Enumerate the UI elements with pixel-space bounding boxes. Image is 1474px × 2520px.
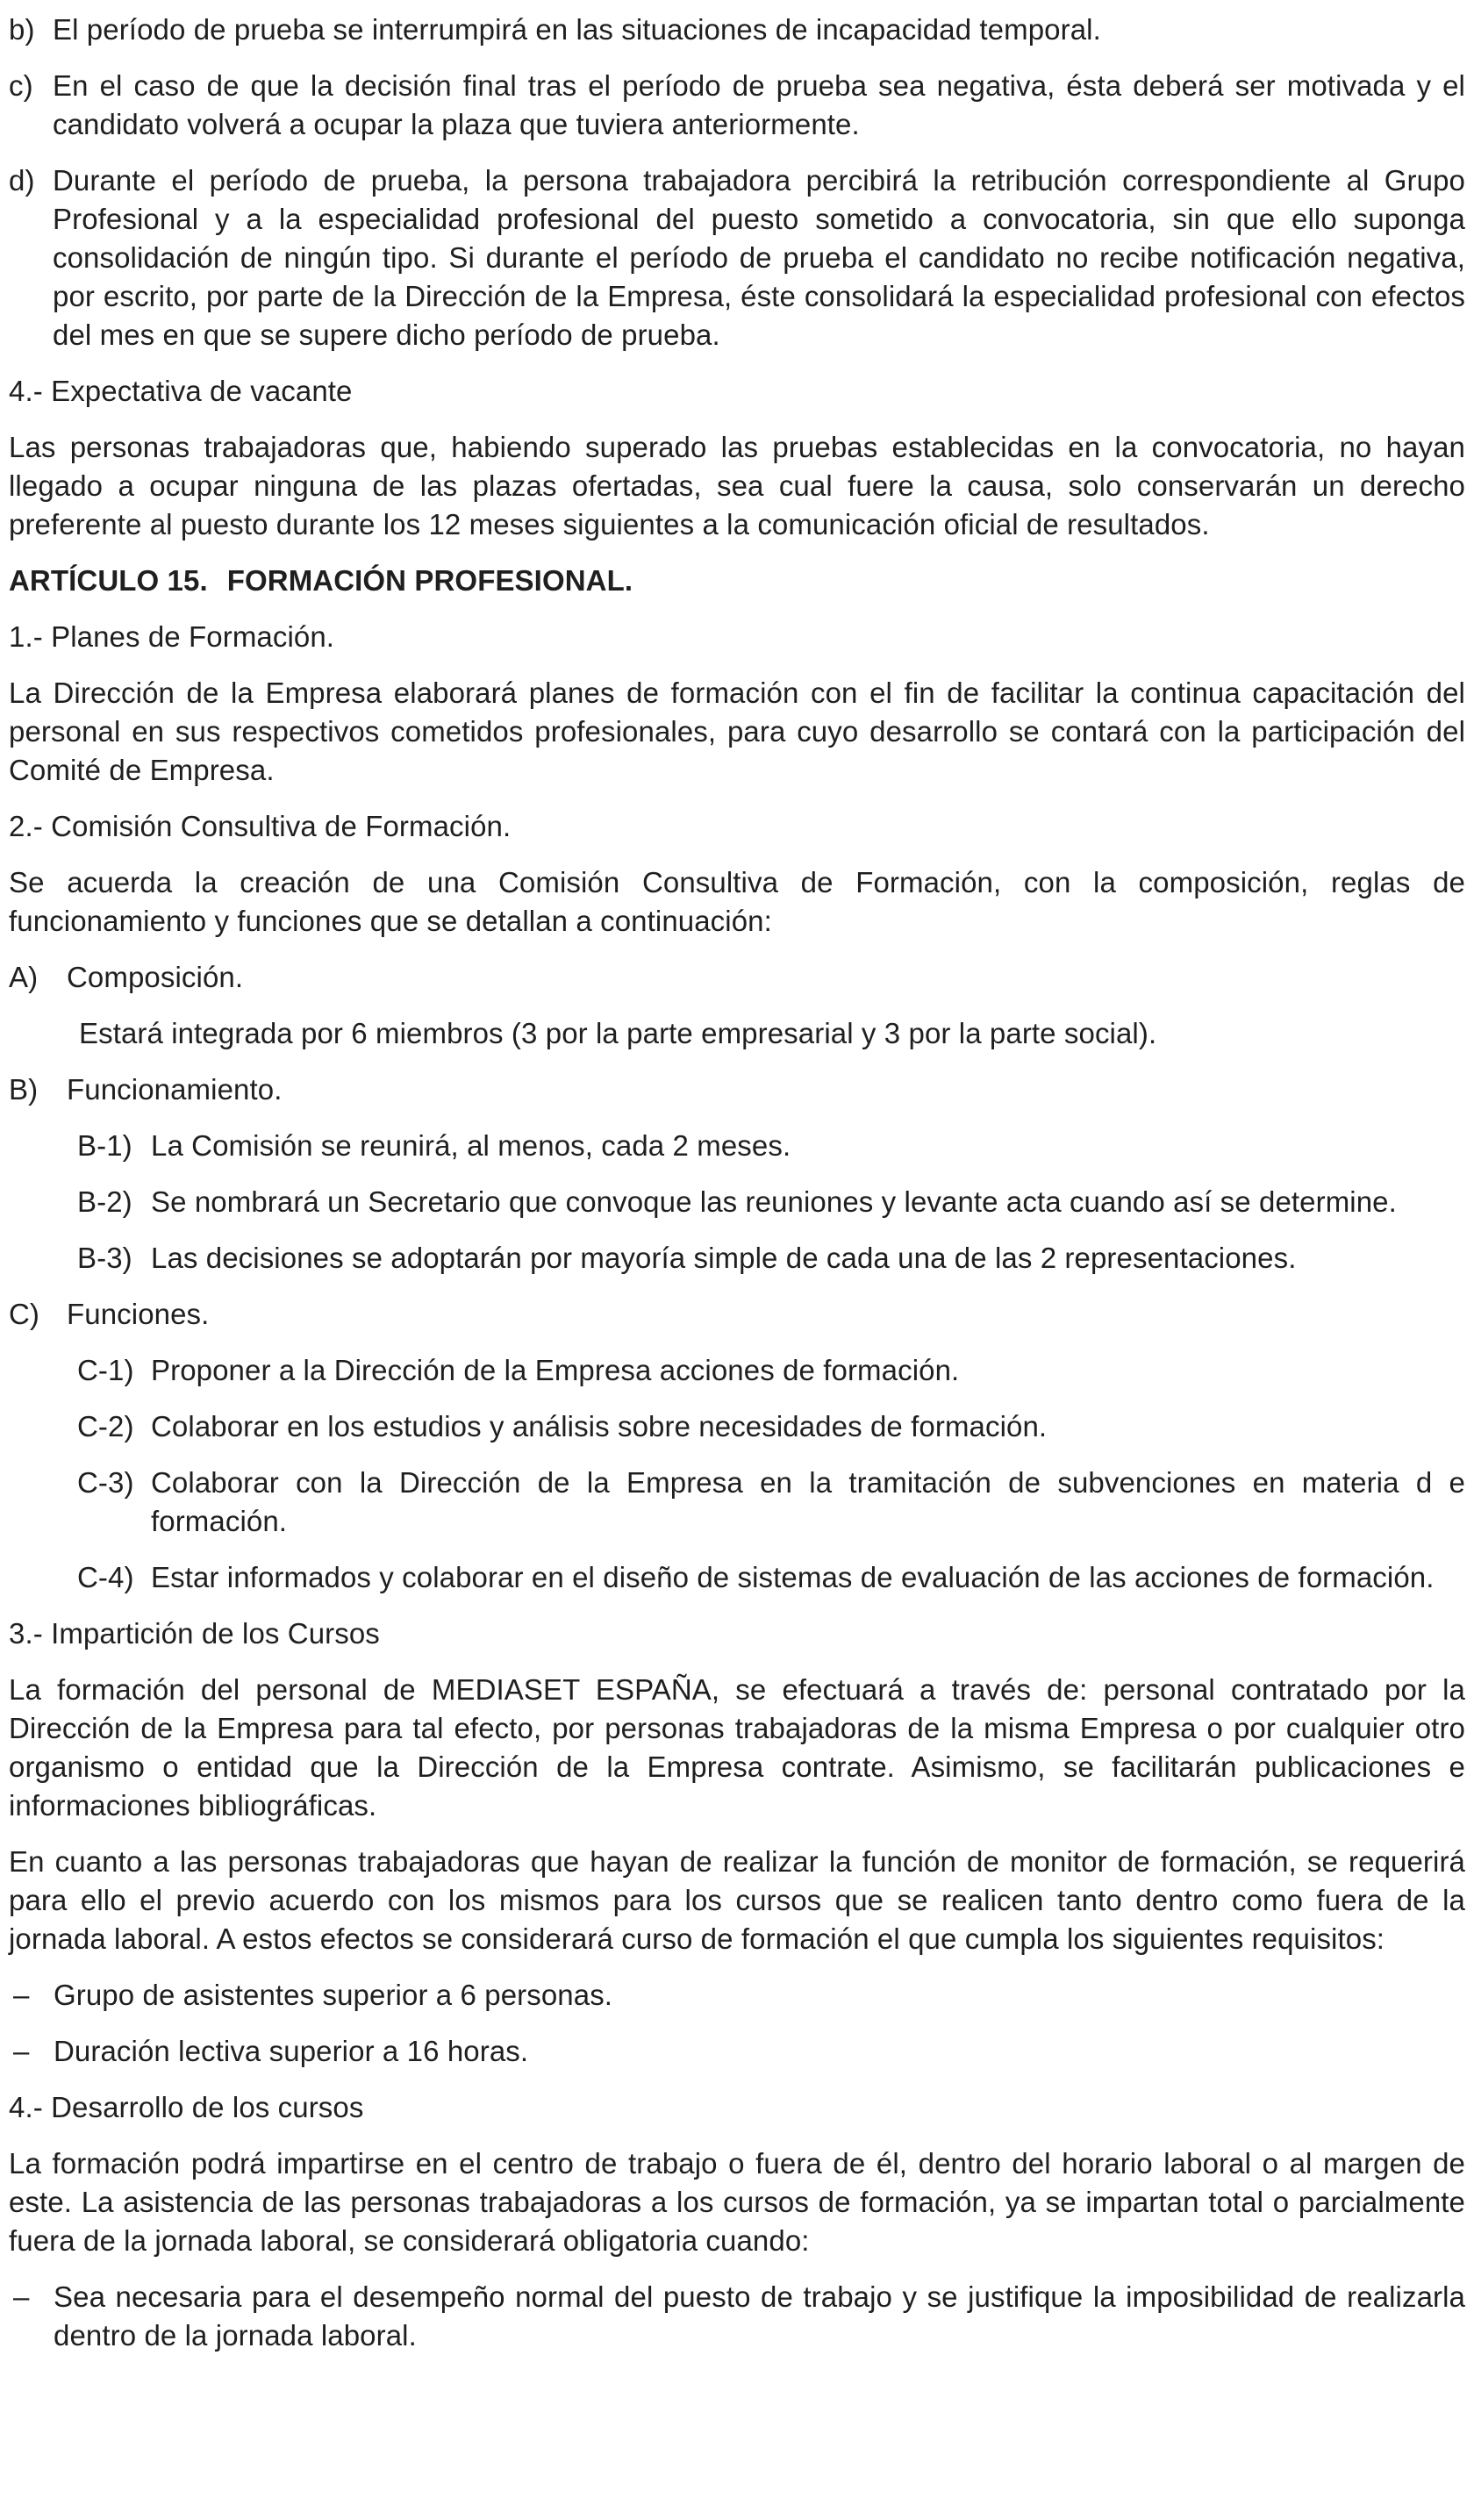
sub-item-text: Proponer a la Dirección de la Empresa acciones de formación.	[151, 1354, 960, 1386]
dash-item-label: –	[13, 2280, 30, 2313]
letter-item-label: c)	[9, 69, 33, 102]
letter-item	[9, 11, 1465, 49]
letter-item	[9, 67, 1465, 144]
sub-item-label: C-1)	[77, 1354, 134, 1386]
sub-item	[77, 1464, 1465, 1541]
paragraph: La Dirección de la Empresa elaborará planes de formación con el fin de facilitar la continua capacitación del personal en sus respectivos cometidos profesionales, para cuyo desarrollo se contará con la participación del Comité de Empresa.	[9, 677, 1465, 786]
letter-item-text: El período de prueba se interrumpirá en las situaciones de incapacidad temporal.	[53, 13, 1101, 46]
numbered-heading: 1.- Planes de Formación.	[9, 620, 335, 653]
numbered-heading: 4.- Expectativa de vacante	[9, 375, 353, 407]
dash-item-text: Sea necesaria para el desempeño normal del puesto de trabajo y se justifique la imposibilidad de realizarla dentro de la jornada laboral.	[54, 2280, 1465, 2352]
paragraph: La formación podrá impartirse en el centro de trabajo o fuera de él, dentro del horario laboral o al margen de este. La asistencia de las personas trabajadoras a los cursos de formación, ya se impartan total o parcialmente fuera de la jornada laboral, se considerará obligatoria cuando:	[9, 2147, 1465, 2257]
sub-item	[77, 1407, 1465, 1446]
document-body	[9, 11, 1465, 2355]
alpha-item	[9, 958, 1465, 997]
sub-item-label: C-2)	[77, 1410, 134, 1443]
sub-item-text: Colaborar en los estudios y análisis sobre necesidades de formación.	[151, 1410, 1048, 1443]
alpha-item-text: Composición.	[67, 961, 244, 993]
paragraph: Las personas trabajadoras que, habiendo superado las pruebas establecidas en la convocatoria, no hayan llegado a ocupar ninguna de las plazas ofertadas, sea cual fuere la causa, solo conservarán un derecho preferente al puesto durante los 12 meses siguientes a la comunicación oficial de resultados.	[9, 431, 1465, 541]
alpha-item	[9, 1070, 1465, 1109]
alpha-item-label: C)	[9, 1298, 40, 1330]
sub-item-text: Estar informados y colaborar en el diseño de sistemas de evaluación de las acciones de formación.	[151, 1561, 1435, 1593]
dash-item-text: Grupo de asistentes superior a 6 personas.	[54, 1979, 613, 2011]
sub-item	[77, 1127, 1465, 1165]
sub-item	[77, 1239, 1465, 1278]
letter-item	[9, 161, 1465, 354]
sub-item-label: C-3)	[77, 1466, 134, 1499]
paragraph: Se acuerda la creación de una Comisión Consultiva de Formación, con la composición, reglas de funcionamiento y funciones que se detallan a continuación:	[9, 866, 1465, 937]
dash-item-text: Duración lectiva superior a 16 horas.	[54, 2035, 529, 2067]
letter-item-label: d)	[9, 164, 35, 197]
numbered-heading: 3.- Impartición de los Cursos	[9, 1617, 380, 1650]
sub-item-label: B-2)	[77, 1185, 132, 1218]
dash-item-label: –	[13, 2035, 30, 2067]
indented-paragraph: Estará integrada por 6 miembros (3 por la parte empresarial y 3 por la parte social).	[79, 1017, 1157, 1049]
alpha-item	[9, 1295, 1465, 1334]
alpha-item-text: Funciones.	[67, 1298, 210, 1330]
paragraph: En cuanto a las personas trabajadoras que hayan de realizar la función de monitor de formación, se requerirá para ello el previo acuerdo con los mismos para los cursos que se realicen tanto dentro como fuera de la jornada laboral. A estos efectos se considerará curso de formación el que cumpla los siguientes requisitos:	[9, 1845, 1465, 1955]
dash-item	[9, 2032, 1465, 2071]
alpha-item-text: Funcionamiento.	[67, 1073, 283, 1106]
sub-item	[77, 1351, 1465, 1390]
dash-item-label: –	[13, 1979, 30, 2011]
alpha-item-label: B)	[9, 1073, 39, 1106]
paragraph: La formación del personal de MEDIASET ESPAÑA, se efectuará a través de: personal contratado por la Dirección de la Empresa para tal efecto, por personas trabajadoras de la misma Empresa o por cualquier otro organismo o entidad que la Dirección de la Empresa contrate. Asimismo, se facilitarán publicaciones e informaciones bibliográficas.	[9, 1673, 1465, 1822]
sub-item-label: C-4)	[77, 1561, 134, 1593]
sub-item-text: La Comisión se reunirá, al menos, cada 2 meses.	[151, 1129, 791, 1162]
letter-item-text: Durante el período de prueba, la persona trabajadora percibirá la retribución correspondiente al Grupo Profesional y a la especialidad profesional del puesto sometido a convocatoria, sin que ello suponga consolidación de ningún tipo. Si durante el período de prueba el candidato no recibe notificación negativa, por escrito, por parte de la Dirección de la Empresa, éste consolidará la especialidad profesional con efectos del mes en que se supere dicho período de prueba.	[53, 164, 1465, 351]
sub-item	[77, 1558, 1465, 1597]
article-heading-label: ARTÍCULO 15.	[9, 564, 208, 597]
numbered-heading: 4.- Desarrollo de los cursos	[9, 2091, 364, 2123]
dash-item	[9, 2278, 1465, 2355]
dash-item	[9, 1976, 1465, 2015]
sub-item-label: B-3)	[77, 1242, 132, 1274]
letter-item-text: En el caso de que la decisión final tras el período de prueba sea negativa, ésta deberá ser motivada y el candidato volverá a ocupar la plaza que tuviera anteriormente.	[53, 69, 1465, 140]
article-heading-text: FORMACIÓN PROFESIONAL.	[226, 564, 633, 597]
sub-item-text: Colaborar con la Dirección de la Empresa en la tramitación de subvenciones en materia d e formación.	[151, 1466, 1465, 1537]
article-heading	[9, 562, 1465, 600]
numbered-heading: 2.- Comisión Consultiva de Formación.	[9, 810, 512, 842]
sub-item-label: B-1)	[77, 1129, 132, 1162]
alpha-item-label: A)	[9, 961, 39, 993]
sub-item	[77, 1183, 1465, 1221]
sub-item-text: Se nombrará un Secretario que convoque las reuniones y levante acta cuando así se determine.	[151, 1185, 1397, 1218]
letter-item-label: b)	[9, 13, 35, 46]
sub-item-text: Las decisiones se adoptarán por mayoría simple de cada una de las 2 representaciones.	[151, 1242, 1297, 1274]
